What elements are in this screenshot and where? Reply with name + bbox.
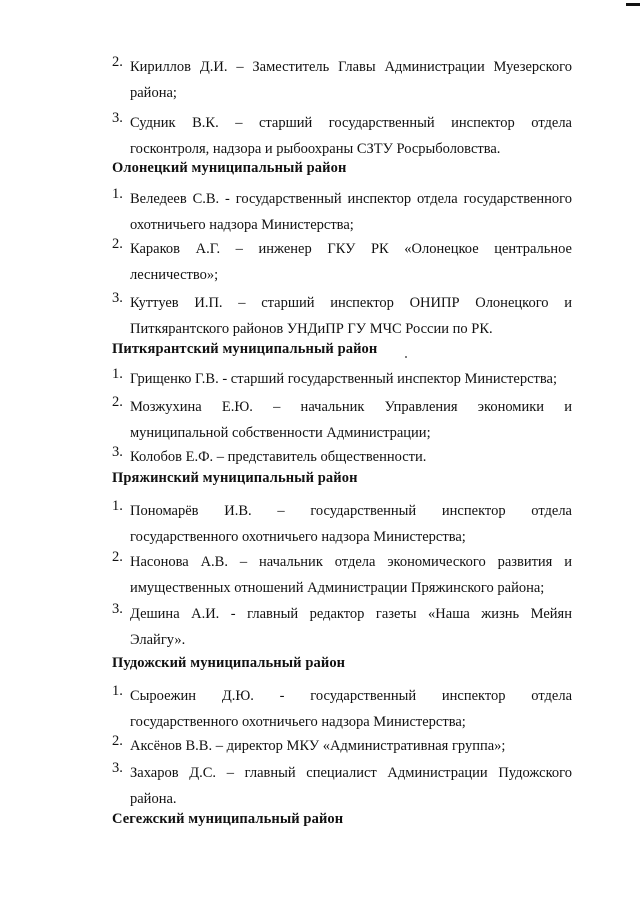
item-number: 1. xyxy=(112,366,123,382)
item-number: 2. xyxy=(112,394,123,410)
item-line: Кириллов Д.И. – Заместитель Главы Администрации Муезерского xyxy=(130,59,572,75)
item-line: Куттуев И.П. – старший инспектор ОНИПР Олонецкого и xyxy=(130,295,572,311)
section-heading: Питкярантский муниципальный район xyxy=(112,341,378,357)
item-number: 3. xyxy=(112,444,123,460)
item-line: муниципальной собственности Администрации; xyxy=(130,425,431,441)
scan-corner-mark xyxy=(626,3,640,6)
item-number: 2. xyxy=(112,733,123,749)
item-number: 1. xyxy=(112,186,123,202)
list-item xyxy=(112,760,572,812)
item-number: 3. xyxy=(112,290,123,306)
section-heading: Сегежский муниципальный район xyxy=(112,811,344,827)
item-line: Грищенко Г.В. - старший государственный инспектор Министерства; xyxy=(130,371,557,387)
item-line: Сыроежин Д.Ю. - государственный инспектор отдела xyxy=(130,688,572,704)
list-item xyxy=(112,498,572,550)
section-heading: Олонецкий муниципальный район xyxy=(112,160,347,176)
list-item xyxy=(112,186,572,238)
list-item xyxy=(112,236,572,288)
item-line: государственного охотничьего надзора Министерства; xyxy=(130,529,466,545)
item-line: Питкярантского районов УНДиПР ГУ МЧС России по РК. xyxy=(130,321,493,337)
list-item xyxy=(112,290,572,342)
item-line: Мозжухина Е.Ю. – начальник Управления экономики и xyxy=(130,399,572,415)
item-line: Колобов Е.Ф. – представитель общественности. xyxy=(130,449,427,465)
item-line: Дешина А.И. - главный редактор газеты «Наша жизнь Мейян xyxy=(130,606,572,622)
list-item xyxy=(112,110,572,162)
item-number: 3. xyxy=(112,760,123,776)
item-line: Судник В.К. – старший государственный инспектор отдела xyxy=(130,115,572,131)
item-number: 2. xyxy=(112,54,123,70)
item-line: Веледеев С.В. - государственный инспектор отдела государственного xyxy=(130,191,572,207)
item-line: Аксёнов В.В. – директор МКУ «Административная группа»; xyxy=(130,738,506,754)
list-item xyxy=(112,733,572,759)
item-number: 2. xyxy=(112,549,123,565)
item-line: района. xyxy=(130,791,177,807)
item-line: госконтроля, надзора и рыбоохраны СЗТУ Росрыболовства. xyxy=(130,141,501,157)
list-item xyxy=(112,366,572,392)
list-item xyxy=(112,549,572,601)
section-heading: Пудожский муниципальный район xyxy=(112,655,346,671)
item-line: лесничество»; xyxy=(130,267,219,283)
item-number: 1. xyxy=(112,498,123,514)
section-heading: Пряжинский муниципальный район xyxy=(112,470,358,486)
item-line: Пономарёв И.В. – государственный инспектор отдела xyxy=(130,503,572,519)
item-line: Элайгу». xyxy=(130,632,186,648)
item-number: 3. xyxy=(112,601,123,617)
item-line: Караков А.Г. – инженер ГКУ РК «Олонецкое центральное xyxy=(130,241,572,257)
item-number: 1. xyxy=(112,683,123,699)
list-item xyxy=(112,394,572,446)
scan-speck xyxy=(405,356,407,358)
list-item xyxy=(112,601,572,653)
list-item xyxy=(112,54,572,106)
item-line: района; xyxy=(130,85,177,101)
item-number: 2. xyxy=(112,236,123,252)
item-line: государственного охотничьего надзора Министерства; xyxy=(130,714,466,730)
list-item xyxy=(112,444,572,470)
item-line: Насонова А.В. – начальник отдела экономического развития и xyxy=(130,554,572,570)
item-line: имущественных отношений Администрации Пряжинского района; xyxy=(130,580,545,596)
item-number: 3. xyxy=(112,110,123,126)
list-item xyxy=(112,683,572,735)
item-line: Захаров Д.С. – главный специалист Администрации Пудожского xyxy=(130,765,572,781)
item-line: охотничьего надзора Министерства; xyxy=(130,217,354,233)
